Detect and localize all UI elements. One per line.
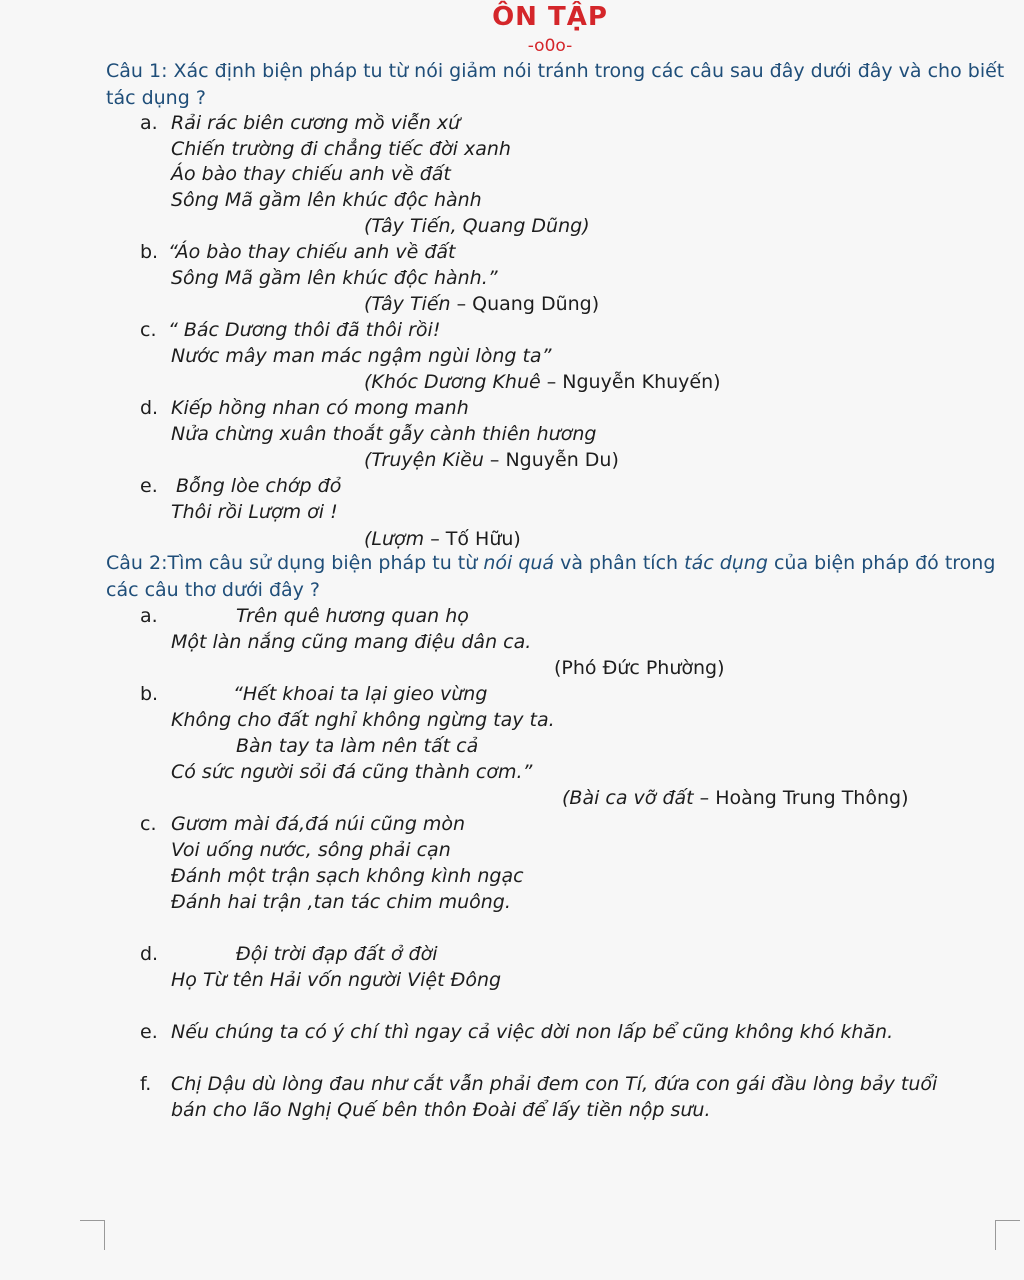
q1-c-source	[364, 369, 721, 395]
q1-e-label: e.	[140, 475, 158, 497]
q2-b-line-2: Không cho đất nghỉ không ngừng tay ta.	[171, 709, 555, 731]
q1-b-source-author: – Quang Dũng)	[450, 293, 600, 315]
q1-a-line-4: Sông Mã gầm lên khúc độc hành	[171, 189, 482, 211]
q2-c-line-3: Đánh một trận sạch không kình ngạc	[171, 865, 524, 887]
q2-a-source: (Phó Đức Phường)	[554, 657, 725, 679]
q1-b-line-1: “Áo bào thay chiếu anh về đất	[168, 241, 456, 263]
q2-a-line-1: Trên quê hương quan họ	[236, 605, 469, 627]
q1-b-source-title: (Tây Tiến	[364, 293, 451, 315]
q1-b-source	[364, 291, 599, 317]
q1-a-source: (Tây Tiến, Quang Dũng)	[364, 215, 590, 237]
q2-heading-part-1: Câu 2:Tìm câu sử dụng biện pháp tu từ	[106, 552, 484, 574]
q2-b-source-title: (Bài ca vỡ đất	[562, 787, 694, 809]
page-title: ÔN TẬP	[492, 2, 608, 32]
q2-d-label: d.	[140, 943, 159, 965]
q1-c-source-title: (Khóc Dương Khuê	[364, 371, 541, 393]
q2-f-label: f.	[140, 1073, 152, 1095]
q1-a-line-3: Áo bào thay chiếu anh về đất	[171, 163, 451, 185]
q2-f-line-2: bán cho lão Nghị Quế bên thôn Đoài để lấy tiền nộp sưu.	[171, 1099, 711, 1121]
q2-c-label: c.	[140, 813, 157, 835]
q2-e-line-1: Nếu chúng ta có ý chí thì ngay cả việc dời non lấp bể cũng không khó khăn.	[171, 1021, 894, 1043]
q2-d-line-1: Đội trời đạp đất ở đời	[236, 943, 438, 965]
q2-b-line-1: “Hết khoai ta lại gieo vừng	[233, 683, 488, 705]
q1-e-line-2: Thôi rồi Lượm ơi !	[171, 501, 338, 523]
q1-c-source-author: – Nguyễn Khuyến)	[540, 371, 721, 393]
q2-c-line-2: Voi uống nước, sông phải cạn	[171, 839, 451, 861]
q1-a-line-1: Rải rác biên cương mồ viễn xứ	[171, 112, 461, 134]
q2-heading-emphasis-2: tác dụng	[684, 552, 768, 574]
q2-b-label: b.	[140, 683, 159, 705]
q1-c-label: c.	[140, 319, 157, 341]
q2-b-source	[562, 785, 908, 811]
q2-heading-part-3: của biện pháp đó trong các câu thơ dưới đây ?	[106, 552, 996, 601]
q2-b-line-4: Có sức người sỏi đá cũng thành cơm.”	[171, 761, 533, 783]
q2-a-label: a.	[140, 605, 158, 627]
q2-a-line-2: Một làn nắng cũng mang điệu dân ca.	[171, 631, 532, 653]
q2-c-line-4: Đánh hai trận ,tan tác chim muông.	[171, 891, 511, 913]
q2-heading-part-2: và phân tích	[554, 552, 685, 574]
q1-d-line-1: Kiếp hồng nhan có mong manh	[171, 397, 469, 419]
q1-e-line-1: Bỗng lòe chớp đỏ	[176, 475, 342, 497]
q2-b-line-3: Bàn tay ta làm nên tất cả	[236, 735, 479, 757]
q2-e-label: e.	[140, 1021, 158, 1043]
page-subtitle: -o0o-	[527, 36, 573, 56]
q1-b-label: b.	[140, 241, 159, 263]
q2-d-line-2: Họ Từ tên Hải vốn người Việt Đông	[171, 969, 502, 991]
question-1-heading: Câu 1: Xác định biện pháp tu từ nói giảm nói tránh trong các câu sau đây dưới đây và cho biết tác dụng ?	[106, 60, 1005, 109]
page-corner-mark-left	[80, 1220, 105, 1250]
q1-c-line-2: Nước mây man mác ngậm ngùi lòng ta”	[171, 345, 552, 367]
q1-e-source	[364, 526, 521, 552]
q1-d-label: d.	[140, 397, 159, 419]
question-2-heading	[106, 550, 1006, 604]
q2-c-line-1: Gươm mài đá,đá núi cũng mòn	[171, 813, 466, 835]
q2-f-line-1: Chị Dậu dù lòng đau như cắt vẫn phải đem con Tí, đứa con gái đầu lòng bảy tuổi	[171, 1073, 938, 1095]
q1-d-line-2: Nửa chừng xuân thoắt gẫy cành thiên hương	[171, 423, 597, 445]
q1-d-source-author: – Nguyễn Du)	[483, 449, 619, 471]
q1-c-line-1: “ Bác Dương thôi đã thôi rồi!	[168, 319, 441, 341]
q2-b-source-author: – Hoàng Trung Thông)	[693, 787, 909, 809]
q1-d-source-title: (Truyện Kiều	[364, 449, 484, 471]
q1-e-source-author: – Tố Hữu)	[424, 528, 521, 550]
q1-e-source-title: (Lượm	[364, 528, 425, 550]
q2-heading-emphasis-1: nói quá	[483, 552, 555, 574]
q1-b-line-2: Sông Mã gầm lên khúc độc hành.”	[171, 267, 498, 289]
page-corner-mark-right	[995, 1220, 1020, 1250]
q1-a-label: a.	[140, 112, 158, 134]
q1-a-line-2: Chiến trường đi chẳng tiếc đời xanh	[171, 138, 511, 160]
q1-d-source	[364, 447, 619, 473]
